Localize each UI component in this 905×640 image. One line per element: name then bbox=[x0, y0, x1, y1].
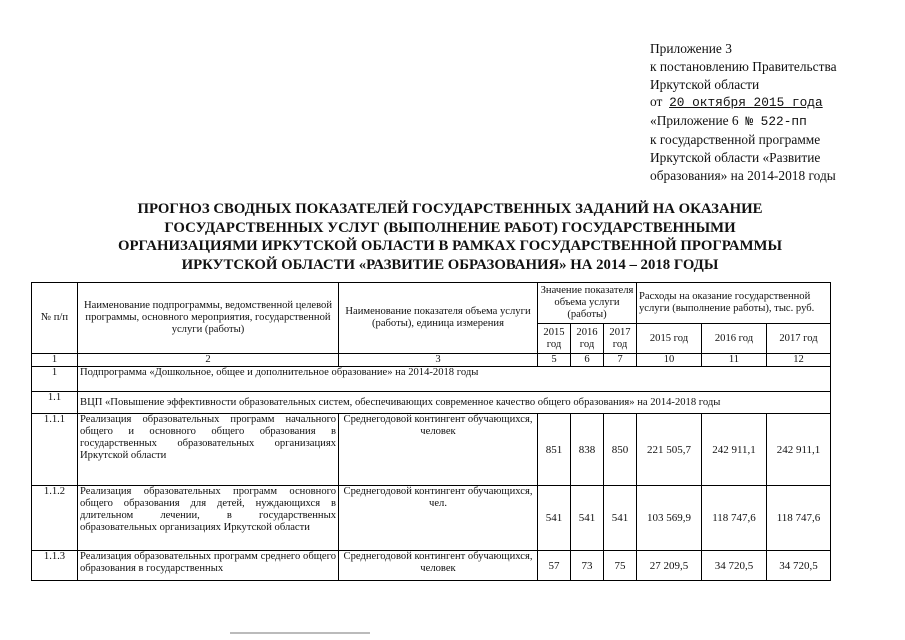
section-num: 1.1 bbox=[32, 392, 78, 414]
col-index: 11 bbox=[702, 354, 767, 367]
col-index: 7 bbox=[604, 354, 637, 367]
col-index: 12 bbox=[767, 354, 831, 367]
value-2015: 541 bbox=[538, 486, 571, 551]
header-expense-2015: 2015 год bbox=[637, 324, 702, 354]
col-index: 10 bbox=[637, 354, 702, 367]
header-expense-group: Расходы на оказание государственной услуги (выполнение работы), тыс. руб. bbox=[637, 283, 831, 324]
expense-2017: 118 747,6 bbox=[767, 486, 831, 551]
expense-2015: 221 505,7 bbox=[637, 414, 702, 486]
from-label: от bbox=[650, 94, 663, 110]
header-indicator: Наименование показателя объема услуги (работы), единица измерения bbox=[339, 283, 538, 354]
header-expense-2016: 2016 год bbox=[702, 324, 767, 354]
expense-2016: 242 911,1 bbox=[702, 414, 767, 486]
appendix-line: к постановлению Правительства bbox=[650, 58, 837, 74]
row-name: Реализация образовательных программ основного общего образования для детей, нуждающихся в длительном лечении, в государственных образовательных организациях Иркутской области bbox=[78, 486, 339, 551]
section-num: 1 bbox=[32, 367, 78, 392]
appendix-number-line bbox=[650, 112, 900, 131]
col-index: 2 bbox=[78, 354, 339, 367]
row-name: Реализация образовательных программ среднего общего образования в государственных bbox=[78, 551, 339, 581]
value-2016: 73 bbox=[571, 551, 604, 581]
value-2017: 541 bbox=[604, 486, 637, 551]
row-indicator: Среднегодовой контингент обучающихся, человек bbox=[339, 414, 538, 486]
table-row bbox=[32, 551, 831, 581]
expense-2016: 34 720,5 bbox=[702, 551, 767, 581]
header-volume-group: Значение показателя объема услуги (работы) bbox=[538, 283, 637, 324]
title-line: ИРКУТСКОЙ ОБЛАСТИ «РАЗВИТИЕ ОБРАЗОВАНИЯ» НА 2014 – 2018 ГОДЫ bbox=[181, 256, 719, 273]
page-edge-divider bbox=[230, 632, 370, 634]
expense-2015: 103 569,9 bbox=[637, 486, 702, 551]
header-year-2016: 2016 год bbox=[571, 324, 604, 354]
value-2015: 57 bbox=[538, 551, 571, 581]
title-line: ПРОГНОЗ СВОДНЫХ ПОКАЗАТЕЛЕЙ ГОСУДАРСТВЕННЫХ ЗАДАНИЙ НА ОКАЗАНИЕ bbox=[137, 201, 763, 217]
document-title bbox=[60, 200, 840, 274]
expense-2015: 27 209,5 bbox=[637, 551, 702, 581]
row-num: 1.1.1 bbox=[32, 414, 78, 486]
section-title: Подпрограмма «Дошкольное, общее и дополнительное образование» на 2014-2018 годы bbox=[78, 367, 831, 392]
row-name: Реализация образовательных программ начального общего и основного общего образования в государственных образовательных организациях Иркутской области bbox=[78, 414, 339, 486]
appendix-block bbox=[650, 40, 900, 184]
value-2016: 838 bbox=[571, 414, 604, 486]
row-indicator: Среднегодовой контингент обучающихся, человек bbox=[339, 551, 538, 581]
header-num: № п/п bbox=[32, 283, 78, 354]
header-year-2017: 2017 год bbox=[604, 324, 637, 354]
header-expense-2017: 2017 год bbox=[767, 324, 831, 354]
decree-number: № 522-пп bbox=[745, 114, 807, 130]
header-name: Наименование подпрограммы, ведомственной целевой программы, основного мероприятия, государственной услуги (работы) bbox=[78, 283, 339, 354]
appendix-line: образования» на 2014-2018 годы bbox=[650, 167, 836, 183]
table-row bbox=[32, 414, 831, 486]
row-indicator: Среднегодовой контингент обучающихся, чел. bbox=[339, 486, 538, 551]
col-index: 5 bbox=[538, 354, 571, 367]
value-2017: 75 bbox=[604, 551, 637, 581]
header-year-2015: 2015 год bbox=[538, 324, 571, 354]
title-line: ОРГАНИЗАЦИЯМИ ИРКУТСКОЙ ОБЛАСТИ В РАМКАХ ГОСУДАРСТВЕННОЙ ПРОГРАММЫ bbox=[117, 238, 783, 254]
appendix-line: Приложение 3 bbox=[650, 41, 732, 56]
section-title: ВЦП «Повышение эффективности образовательных систем, обеспечивающих современное качество общего образования» на 2014-2018 годы bbox=[78, 392, 831, 414]
indicators-table bbox=[31, 282, 831, 581]
expense-2016: 118 747,6 bbox=[702, 486, 767, 551]
row-num: 1.1.2 bbox=[32, 486, 78, 551]
decree-date: 20 октября 2015 года bbox=[669, 95, 823, 111]
appendix-label: «Приложение 6 bbox=[650, 113, 739, 129]
col-index: 6 bbox=[571, 354, 604, 367]
appendix-line: Иркутской области bbox=[650, 76, 760, 92]
value-2017: 850 bbox=[604, 414, 637, 486]
table-row bbox=[32, 486, 831, 551]
appendix-date-line bbox=[650, 93, 900, 112]
col-index: 1 bbox=[32, 354, 78, 367]
appendix-line: Иркутской области «Развитие bbox=[650, 149, 821, 165]
appendix-line: к государственной программе bbox=[650, 131, 821, 147]
expense-2017: 34 720,5 bbox=[767, 551, 831, 581]
value-2015: 851 bbox=[538, 414, 571, 486]
row-num: 1.1.3 bbox=[32, 551, 78, 581]
title-line: ГОСУДАРСТВЕННЫХ УСЛУГ (ВЫПОЛНЕНИЕ РАБОТ) ГОСУДАРСТВЕННЫМИ bbox=[164, 219, 736, 236]
col-index: 3 bbox=[339, 354, 538, 367]
value-2016: 541 bbox=[571, 486, 604, 551]
expense-2017: 242 911,1 bbox=[767, 414, 831, 486]
